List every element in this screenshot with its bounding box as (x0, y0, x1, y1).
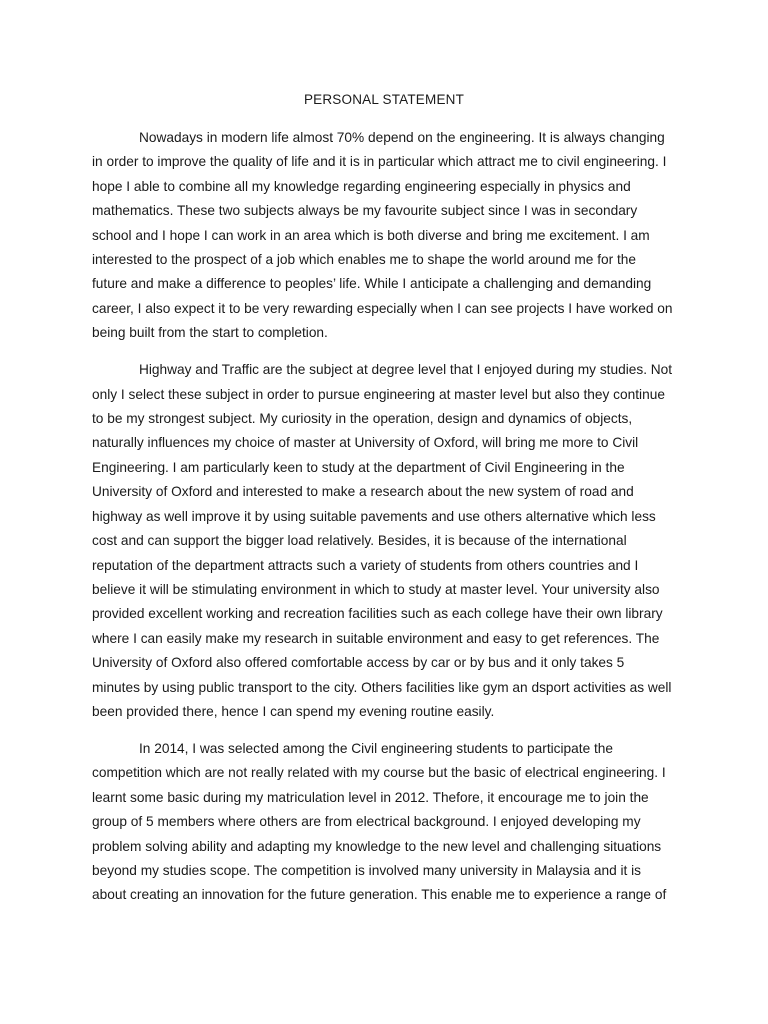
text-line: to be my strongest subject. My curiosity in the operation, design and dynamics of objects, (92, 411, 633, 427)
paragraph-3 (92, 737, 682, 908)
text-line: Nowadays in modern life almost 70% depend on the engineering. It is always changing (139, 130, 665, 145)
text-line: provided excellent working and recreation facilities such as each college have their own library (92, 606, 663, 622)
paragraph-2 (92, 358, 682, 724)
text-line: career, I also expect it to be very rewarding especially when I can see projects I have worked on (92, 300, 673, 316)
text-line: only I select these subject in order to pursue engineering at master level but also they continue (92, 386, 665, 402)
text-line: mathematics. These two subjects always be my favourite subject since I was in secondary (92, 203, 638, 219)
text-line: group of 5 members where others are from electrical background. I enjoyed developing my (92, 814, 641, 830)
text-line: in order to improve the quality of life and it is in particular which attract me to civil engineering. I (92, 154, 667, 170)
paragraph-1 (92, 126, 682, 346)
text-line: University of Oxford and interested to make a research about the new system of road and (92, 484, 634, 500)
document-body (92, 126, 682, 920)
text-line: In 2014, I was selected among the Civil engineering students to participate the (139, 740, 614, 756)
text-line: competition which are not really related with my course but the basic of electrical engineering. I (92, 765, 666, 781)
text-line: been provided there, hence I can spend my evening routine easily. (92, 703, 495, 719)
text-line: hope I able to combine all my knowledge regarding engineering especially in physics and (92, 178, 631, 194)
text-line: Highway and Traffic are the subject at degree level that I enjoyed during my studies. Not (139, 362, 673, 378)
text-line: highway as well improve it by using suitable pavements and use others alternative which less (92, 508, 656, 524)
text-line: problem solving ability and adapting my knowledge to the new level and challenging situations (92, 838, 662, 854)
text-line: beyond my studies scope. The competition is involved many university in Malaysia and it is (92, 862, 642, 878)
text-line: University of Oxford also offered comfortable access by car or by bus and it only takes 5 (92, 655, 625, 671)
text-line: where I can easily make my research in suitable environment and easy to get references. The (92, 630, 660, 646)
text-line: cost and can support the bigger load relatively. Besides, it is because of the international (92, 533, 627, 549)
text-line: believe it will be stimulating environment in which to study at master level. Your university also (92, 581, 660, 597)
text-line: naturally influences my choice of master at University of Oxford, will bring me more to Civil (92, 435, 639, 451)
text-line: future and make a difference to peoples’ life. While I anticipate a challenging and demanding (92, 276, 652, 292)
text-line: Engineering. I am particularly keen to study at the department of Civil Engineering in the (92, 459, 625, 475)
text-line: school and I hope I can work in an area which is both diverse and bring me excitement. I am (92, 227, 650, 243)
text-line: being built from the start to completion. (92, 325, 328, 341)
text-line: minutes by using public transport to the city. Others facilities like gym an dsport activities as well (92, 679, 672, 695)
document-title: PERSONAL STATEMENT (303, 92, 465, 107)
text-line: reputation of the department attracts such a variety of students from others countries and I (92, 557, 639, 573)
text-line: interested to the prospect of a job which enables me to shape the world around me for the (92, 252, 637, 268)
text-line: learnt some basic during my matriculation level in 2012. Thefore, it encourage me to join the (92, 789, 649, 805)
text-line: about creating an innovation for the future generation. This enable me to experience a range of (92, 887, 667, 903)
